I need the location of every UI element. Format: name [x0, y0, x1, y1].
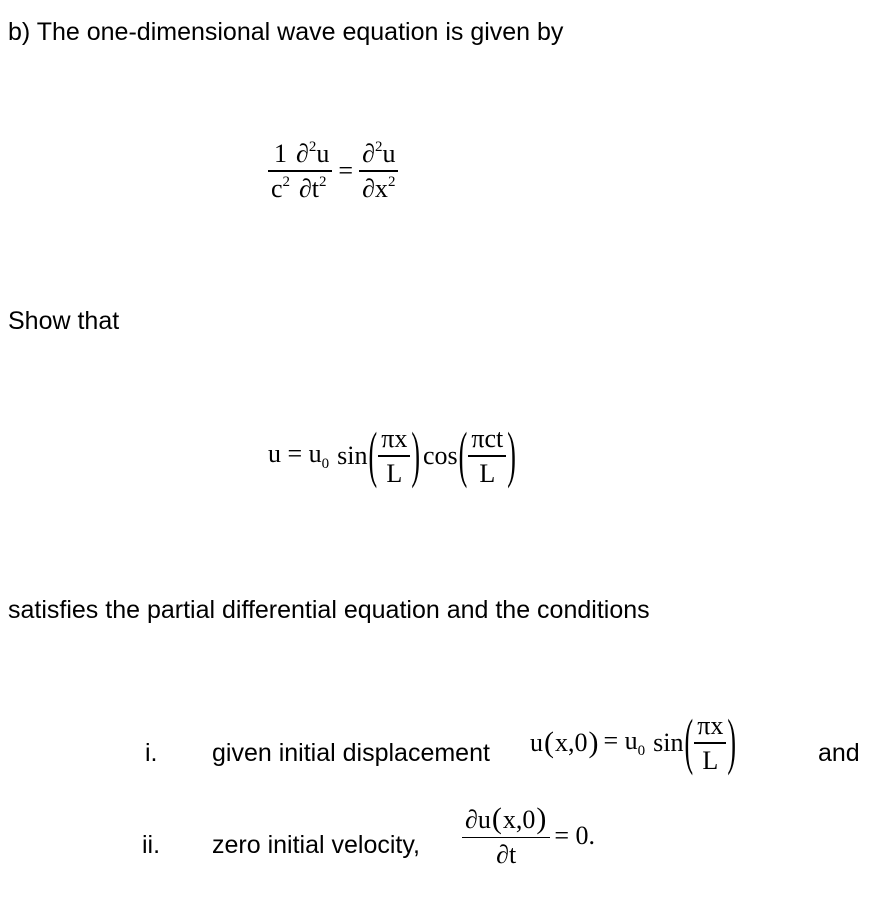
- velocity-numerator: ∂u(x,0): [465, 802, 547, 835]
- displacement-rhs: = $u_0$: [603, 725, 646, 759]
- right-paren: ): [727, 706, 736, 777]
- cos-argument-denominator: L: [479, 458, 496, 488]
- cos-argument-fraction: [468, 425, 506, 487]
- sin-argument-numerator: πx: [381, 424, 408, 453]
- right-paren: ): [588, 725, 599, 759]
- displacement-argument-fraction: [694, 712, 726, 774]
- rhs-derivative-fraction: [359, 140, 398, 202]
- left-paren: (: [684, 706, 694, 777]
- fraction-bar: [468, 455, 506, 456]
- solution-lhs: $u = u_0$: [268, 438, 330, 472]
- left-paren: (: [458, 419, 468, 490]
- sin-function: sin: [653, 727, 684, 757]
- condition-marker-ii: ii.: [142, 831, 161, 859]
- coefficient-denominator: $c^2$: [271, 173, 291, 203]
- show-that-text: Show that: [8, 307, 120, 335]
- fraction-bar: [462, 837, 550, 838]
- initial-velocity-equation: [462, 804, 595, 869]
- intro-text: b) The one-dimensional wave equation is given by: [8, 18, 564, 46]
- wave-equation: [268, 140, 398, 202]
- cos-function: cos: [423, 440, 458, 470]
- coefficient-fraction: [268, 140, 293, 202]
- displacement-u: u: [530, 727, 543, 757]
- velocity-rhs: = 0: [554, 821, 589, 851]
- coefficient-numerator: 1: [274, 139, 288, 168]
- fraction-bar: [268, 170, 293, 171]
- fraction-bar: [359, 170, 398, 171]
- condition-ii-text: zero initial velocity,: [212, 831, 420, 859]
- left-paren: (: [544, 725, 554, 759]
- lhs-derivative-fraction: [293, 140, 332, 202]
- sin-argument-denominator: L: [386, 458, 403, 488]
- condition-i-text: given initial displacement: [212, 739, 490, 767]
- rhs-derivative-numerator: ∂$^2$u: [362, 139, 396, 168]
- initial-displacement-equation: [530, 706, 737, 777]
- sin-argument-fraction: [378, 425, 410, 487]
- lhs-derivative-numerator: ∂$^2$u: [296, 139, 330, 168]
- velocity-denominator: ∂t: [496, 840, 517, 870]
- right-paren: ): [507, 419, 516, 490]
- displacement-args: x,0: [555, 727, 588, 757]
- fraction-bar: [378, 455, 410, 456]
- satisfies-text: satisfies the partial differential equation and the conditions: [8, 596, 650, 624]
- sin-function: sin: [337, 440, 368, 470]
- cos-argument-numerator: πct: [471, 424, 504, 453]
- condition-marker-i: i.: [145, 739, 158, 767]
- fraction-bar: [293, 170, 332, 171]
- condition-i-tail: and: [818, 739, 860, 767]
- fraction-bar: [694, 742, 726, 743]
- left-paren: (: [368, 419, 378, 490]
- solution-equation: [268, 419, 517, 490]
- right-paren: ): [411, 419, 420, 490]
- lhs-derivative-denominator: $\partial t^2$: [298, 173, 327, 203]
- velocity-fraction: [462, 804, 550, 869]
- equals-sign: =: [338, 155, 354, 185]
- displacement-argument-numerator: πx: [697, 711, 724, 740]
- velocity-period: .: [588, 821, 596, 851]
- rhs-derivative-denominator: $\partial x^2$: [362, 173, 396, 203]
- displacement-argument-denominator: L: [702, 745, 719, 775]
